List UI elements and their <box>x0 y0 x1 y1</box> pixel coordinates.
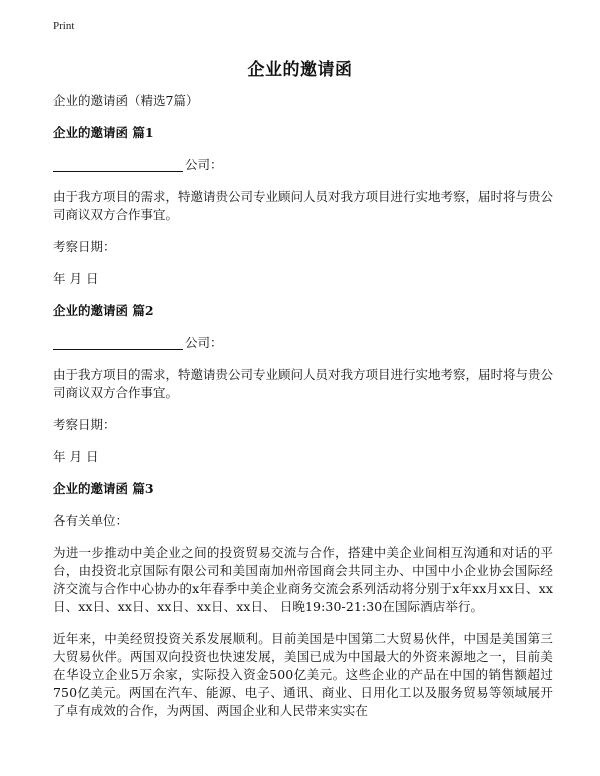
company-suffix: 公司： <box>185 335 223 350</box>
section-3-paragraph-1: 为进一步推动中美企业之间的投资贸易交流与合作，搭建中美企业间相互沟通和对话的平台，由投资北京国际有限公司和美国南加州帝国商会共同主办、中国中小企业协会国际经济交流与合作中心协办的x年春季中美企业商务交流会系列活动将分别于x年xx月xx日、xx日、xx日、xx日、xx日、xx日、xx日、 日晚19:30-21:30在国际酒店举行。 <box>53 545 553 614</box>
section-1-company-line <box>53 156 553 174</box>
section-1-date-line: 年 月 日 <box>53 271 99 286</box>
company-name-blank <box>53 336 183 350</box>
document-body <box>53 92 553 734</box>
section-2-body: 由于我方项目的需求，特邀请贵公司专业顾问人员对我方项目进行实地考察，届时将与贵公司商议双方合作事宜。 <box>53 367 554 400</box>
company-suffix: 公司： <box>185 157 223 172</box>
section-3-paragraph-2: 近年来，中美经贸投资关系发展顺利。目前美国是中国第二大贸易伙伴，中国是美国第三大贸易伙伴。两国双向投资也快速发展，美国已成为中国最大的外资来源地之一，目前美在华设立企业5万余家，实际投入资金500亿美元。这些企业的产品在中国的销售额超过750亿美元。两国在汽车、能源、电子、通讯、商业、日用化工以及服务贸易等领域展开了卓有成效的合作，为两国、两国企业和人民带来实实在 <box>53 631 553 718</box>
section-2-company-line <box>53 334 553 352</box>
print-label[interactable]: Print <box>53 20 75 32</box>
section-2-date-label: 考察日期： <box>53 417 116 432</box>
section-2-heading: 企业的邀请函 篇2 <box>53 303 154 318</box>
company-name-blank <box>53 158 183 172</box>
document-subtitle: 企业的邀请函（精选7篇） <box>53 93 199 108</box>
section-1-date-label: 考察日期： <box>53 239 116 254</box>
section-1-body: 由于我方项目的需求，特邀请贵公司专业顾问人员对我方项目进行实地考察，届时将与贵公司商议双方合作事宜。 <box>53 189 554 222</box>
section-1-heading: 企业的邀请函 篇1 <box>53 125 154 140</box>
section-2-date-line: 年 月 日 <box>53 449 99 464</box>
document-title: 企业的邀请函 <box>247 60 353 80</box>
section-3-greeting: 各有关单位： <box>53 513 129 528</box>
section-3-heading: 企业的邀请函 篇3 <box>53 481 154 496</box>
